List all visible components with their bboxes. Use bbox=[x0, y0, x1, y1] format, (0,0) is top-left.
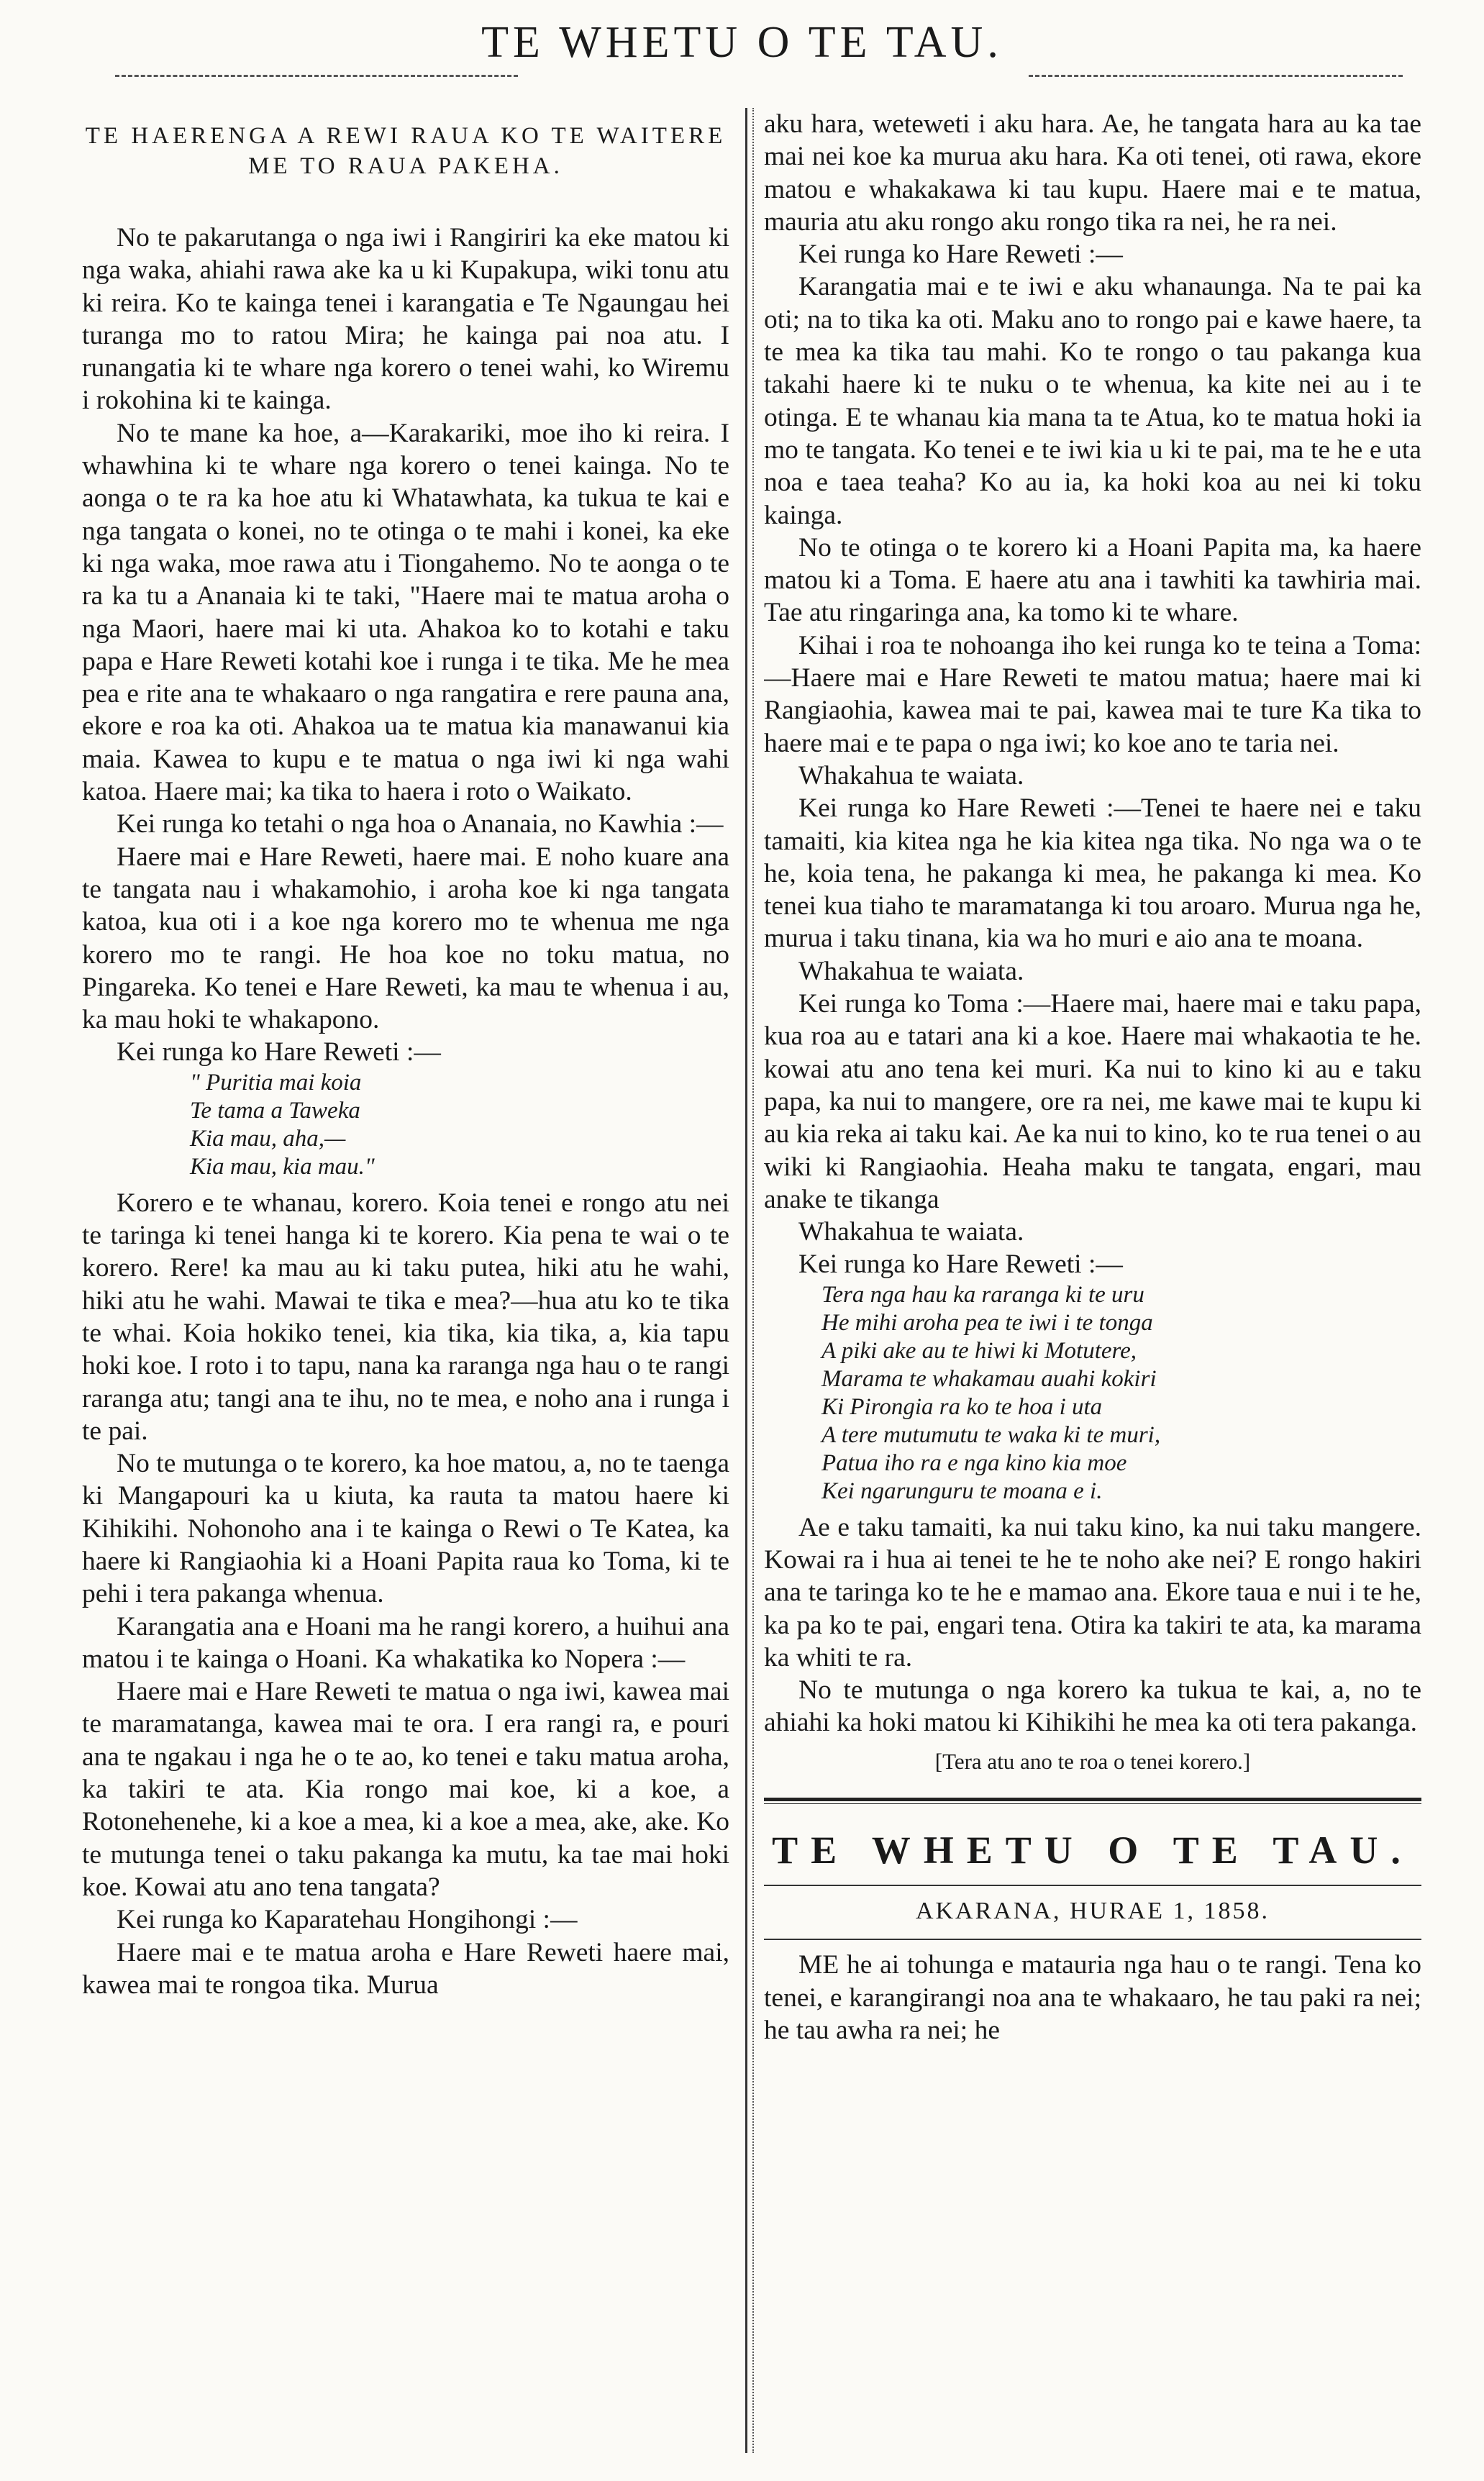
section-rule bbox=[764, 1798, 1421, 1804]
verse-line: Tera nga hau ka raranga ki te uru bbox=[821, 1281, 1144, 1308]
verse-line: He mihi aroha pea te iwi i te tonga bbox=[821, 1309, 1153, 1336]
song-verse bbox=[764, 1281, 1421, 1506]
paragraph: No te otinga o te korero ki a Hoani Papita ma, ka haere matou ki a Toma. E haere atu ana i tawhiti ka tawhiria mai. Tae atu ringaringa ana, ka tomo ki te whare. bbox=[764, 532, 1421, 628]
speaker-line: Kei runga ko Hare Reweti :— bbox=[798, 1249, 1123, 1280]
running-head: TE WHETU O TE TAU. bbox=[481, 18, 1003, 67]
verse-line: Kia mau, aha,— bbox=[190, 1125, 346, 1152]
paragraph: Kihai i roa te nohoanga iho kei runga ko te teina a Toma:—Haere mai e Hare Reweti te matou matua; haere mai ki Rangiaohia, kawea mai te pai, kawea mai te ture Ka tika to haere mai e te papa o nga iwi; ko koe ano te taria nei. bbox=[764, 630, 1421, 758]
paragraph: No te mane ka hoe, a—Karakariki, moe iho ki reira. I whawhina ki te whare nga korero o tenei kainga. No te aonga o te ra ka hoe atu ki Whatawhata, ka tukua te kai e nga tangata o konei, no te otinga o te mahi i konei, ka eke ki nga waka, moe rawa atu i Tiongahemo. No te aonga o te ra ka tu a Ananaia ki te taki, "Haere mai te matua aroha o nga Maori, haere mai ki uta. Ahakoa ko to kotahi e taku papa e Hare Reweti kotahi koe i runga i te tika. Me he mea pea e rite ana te whakaaro o nga rangatira e rere pauna ana, ekore e roa ka oti. Ahakoa ua te matua kia manawanui kia maia. Kawea to kupu e te matua o nga iwi ki nga wahi katoa. Haere mai; ka tika to haera i roto o Waikato. bbox=[82, 418, 729, 807]
left-column bbox=[82, 108, 729, 2467]
song-verse bbox=[82, 1069, 729, 1181]
verse-line: Kei ngarunguru te moana e i. bbox=[821, 1478, 1103, 1504]
column-divider-inner bbox=[752, 108, 754, 2453]
head-rule-left bbox=[115, 75, 518, 77]
dateline-rule-bottom bbox=[764, 1939, 1421, 1940]
paragraph: No te mutunga o nga korero ka tukua te kai, a, no te ahiahi ka hoki matou ki Kihikihi he mea ka oti tera pakanga. bbox=[764, 1675, 1421, 1738]
speaker-line: Kei runga ko tetahi o nga hoa o Ananaia, no Kawhia :— bbox=[117, 809, 724, 839]
paragraph: Korero e te whanau, korero. Koia tenei e rongo atu nei te taringa ki tenei hanga ki te korero. Kia pena te wai o te korero. Rere! ka mau au ki taku putea, hiki atu he wahi, hiki atu he wahi. Mawai te tika e mea?—hua atu ko te tika te whai. Koia hokiko tenei, kia tika, kia tika, a, kia tapu hoki koe. I roto i to tapu, nana ka raranga nga hau o te rangi raranga atu; tangi ana te ihu, no te mea, e noho ana i runga i te pai. bbox=[82, 1188, 729, 1446]
stage-note: Whakahua te waiata. bbox=[798, 956, 1024, 986]
paragraph: Haere mai e Hare Reweti te matua o nga iwi, kawea mai te maramatanga, kawea mai te ora. I era rangi ra, e pouri ana te ngakau i nga he o te ao, ko tenei e taku matua aroha, ka takiri te ata. Kia rongo mai koe, ki a koe, a Rotonehenehe, ki a koe a mea, ki a koe a mea, ake, ake. Ko te mutunga tenei o taku pakanga ka mutu, ka tae mai hoki koe. Kowai atu ano tena tangata? bbox=[82, 1677, 729, 1902]
verse-line: Marama te whakamau auahi kokiri bbox=[821, 1365, 1157, 1392]
paragraph: Ae e taku tamaiti, ka nui taku kino, ka nui taku mangere. Kowai ra i hua ai tenei te he te noho ake nei? E rongo hakiri ana te taringa ko te he e mamao ana. Ekore taua e nui i te he, ka pa ko te pai, engari tena. Otira ka takiri te ata, ka marama ka whiti te ra. bbox=[764, 1512, 1421, 1672]
paragraph: Karangatia mai e te iwi e aku whanaunga. Na te pai ka oti; na to tika ka oti. Maku ano to rongo pai e kawe haere, ta te mea ka tika tau mahi. Ko te rongo o tau pakanga kua takahi haere ki te nuku o te whenua, ka kite nei au i te otinga. E te whanau kia mana ta te Atua, ko te matua hoki ia mo te tangata. Ko tenei e te iwi kia u ki te pai, ma te he e uta noa e taea teaha? Ko au ia, ka hoki koa au nei ki toku kainga. bbox=[764, 272, 1421, 530]
verse-line: " Puritia mai koia bbox=[190, 1069, 362, 1096]
masthead: TE WHETU O TE TAU. bbox=[772, 1829, 1414, 1872]
right-column bbox=[764, 108, 1421, 2467]
speaker-line: Kei runga ko Hare Reweti :— bbox=[798, 240, 1123, 270]
paragraph: Kei runga ko Hare Reweti :—Tenei te haere nei e taku tamaiti, kia kitea nga he kia kitea nga tika. No nga wa o te he, koia tena, he pakanga ki mea, he pakanga ki mea. Ko tenei kua tiaho te maramatanga ki tou aroaro. Murua nga he, murua i taku tinana, kia wa ho muri e aio ana te moana. bbox=[764, 793, 1421, 954]
paragraph: No te mutunga o te korero, ka hoe matou, a, no te taenga ki Mangapouri ka u kiuta, ka rauta ta matou haere ki Kihikihi. Nohonoho ana i te kainga o Rewi o Te Katea, ka haere ki Rangiaohia ki a Hoani Papita raua ko Toma, ki te pehi i tera pakanga whenua. bbox=[82, 1449, 729, 1609]
speaker-line: Kei runga ko Hare Reweti :— bbox=[117, 1037, 441, 1067]
verse-line: Patua iho ra e nga kino kia moe bbox=[821, 1449, 1127, 1476]
verse-line: A piki ake au te hiwi ki Motutere, bbox=[821, 1337, 1137, 1364]
dateline-rule-top bbox=[764, 1885, 1421, 1886]
stage-note: Whakahua te waiata. bbox=[798, 760, 1024, 791]
paragraph: Haere mai e te matua aroha e Hare Reweti haere mai, kawea mai te rongoa tika. Murua bbox=[82, 1937, 729, 2000]
stage-note: Whakahua te waiata. bbox=[798, 1217, 1024, 1247]
head-rule-right bbox=[1029, 75, 1403, 77]
verse-line: Te tama a Taweka bbox=[190, 1097, 360, 1124]
verse-line: Ki Pirongia ra ko te hoa i uta bbox=[821, 1393, 1103, 1420]
editorial-paragraph: ME he ai tohunga e matauria nga hau o te rangi. Tena ko tenei, e karangirangi noa ana te whakaaro, he tau paki ra nei; he tau awha ra nei; he bbox=[764, 1950, 1421, 2045]
paragraph: Karangatia ana e Hoani ma he rangi korero, a huihui ana matou i te kainga o Hoani. Ka whakatika ko Nopera :— bbox=[82, 1611, 729, 1674]
article-heading: TE HAERENGA A REWI RAUA KO TE WAITERE ME TO RAUA PAKEHA. bbox=[85, 123, 727, 179]
verse-line: A tere mutumutu te waka ki te muri, bbox=[821, 1421, 1161, 1448]
paragraph-continued: aku hara, weteweti i aku hara. Ae, he tangata hara au ka tae mai nei koe ka murua aku hara. Ka oti tenei, oti rawa, ekore matou e whakakawa ki tau kupu. Haere mai e te matua, mauria atu aku rongo aku rongo tika ra nei, he ra nei. bbox=[764, 109, 1421, 237]
continued-note: [Tera atu ano te roa o tenei korero.] bbox=[934, 1748, 1251, 1774]
dateline: AKARANA, HURAE 1, 1858. bbox=[915, 1898, 1270, 1925]
verse-line: Kia mau, kia mau." bbox=[190, 1153, 375, 1180]
paragraph: Haere mai e Hare Reweti, haere mai. E noho kuare ana te tangata nau i whakamohio, i aroha koe ki nga tangata katoa, kua oti i a koe nga korero mo te whenua me nga korero mo te rangi. He hoa koe no toku matua, no Pingareka. Ko tenei e Hare Reweti, ka mau te whenua i au, ka mau hoki te whakapono. bbox=[82, 842, 729, 1035]
speaker-line: Kei runga ko Kaparatehau Hongihongi :— bbox=[117, 1905, 578, 1935]
paragraph: Kei runga ko Toma :—Haere mai, haere mai e taku papa, kua roa au e tatari ana ki a koe. Haere mai whakaotia te he. kowai atu ano tena kei muri. Ka nui to kino ki au e taku papa, ka nui to mangere, ore ra nei, me kawe mai te kupu ki au kia reka ai taku kai. Ae ka nui to kino, ko te rua tenei o au wiki ki Rangiaohia. Heaha maku te tangata, engari, mau anake te tikanga bbox=[764, 989, 1421, 1214]
column-divider bbox=[745, 108, 747, 2453]
paragraph: No te pakarutanga o nga iwi i Rangiriri ka eke matou ki nga waka, ahiahi rawa ake ka u ki Kupakupa, wiki tonu atu ki reira. Ko te kainga tenei i karangatia e Te Ngaungau hei turanga mo to ratou Mira; he kainga pai noa atu. I runangatia ki te whare nga korero o tenei wahi, ko Wiremu i rokohina ki te kainga. bbox=[82, 223, 729, 416]
